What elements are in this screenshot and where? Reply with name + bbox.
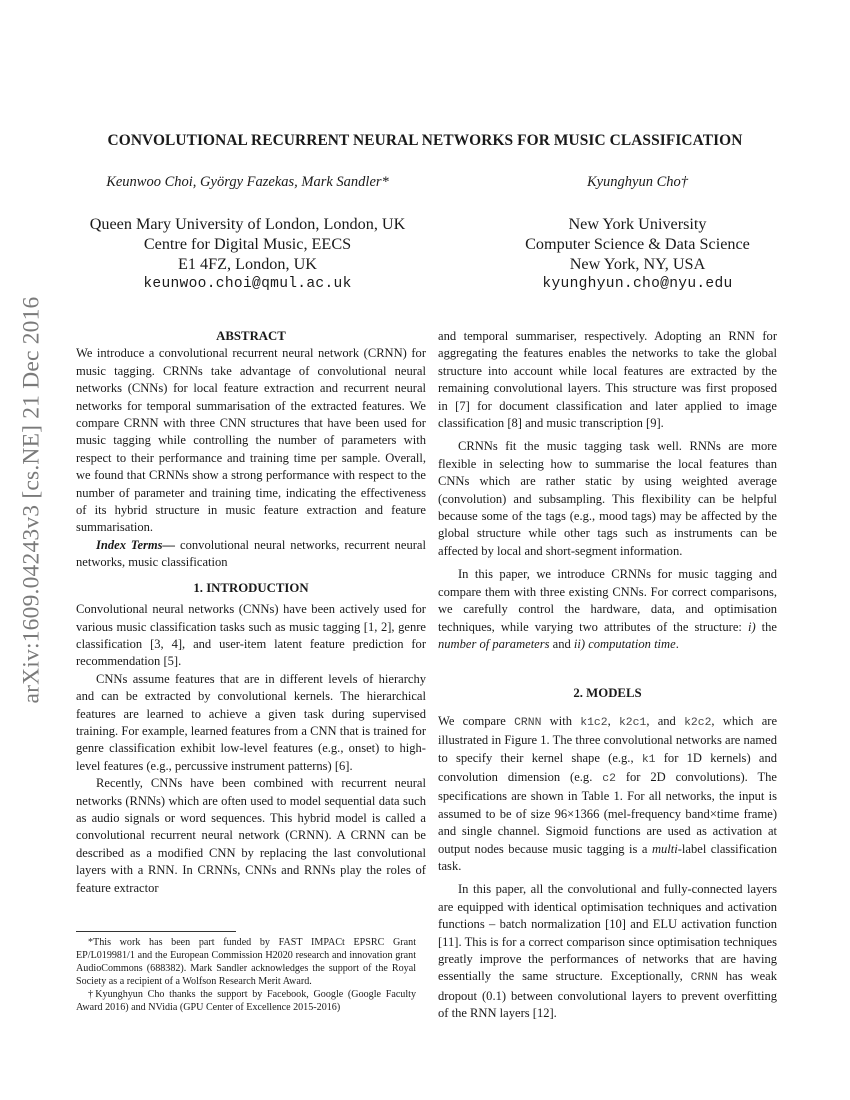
index-terms-label: Index Terms— <box>96 537 176 552</box>
email-right[interactable]: kyunghyun.cho@nyu.edu <box>542 276 733 292</box>
text-span: has weak dropout (0.1) between convolutional layers to prevent overfitting of the RNN layers [12]. <box>438 969 777 1021</box>
paper-title: CONVOLUTIONAL RECURRENT NEURAL NETWORKS FOR MUSIC CLASSIFICATION <box>107 132 743 149</box>
text-span: We compare <box>438 713 515 728</box>
code-span: c2 <box>602 772 616 785</box>
arxiv-identifier-text: arXiv:1609.04243v3 [cs.NE] 21 Dec 2016 <box>18 296 45 704</box>
models-paragraph-1 <box>438 713 777 876</box>
text-span: . <box>675 636 679 651</box>
text-span: multi <box>651 841 678 856</box>
text-span: , and <box>646 713 685 728</box>
footnote-rule <box>76 931 236 932</box>
text-span: i) <box>747 619 756 634</box>
text-span: , which are illustrated in Figure 1. The three convolutional networks are named to specify their kernel shape (e.g., <box>438 713 778 765</box>
left-column <box>76 328 426 897</box>
text-span: In this paper, we introduce CRNNs for music tagging and compare them with three existing CNNs. For correct comparisons, we carefully control the hardware, data, and optimisation techniques, while varying two attributes of the structure: <box>438 567 777 634</box>
code-span: k2c2 <box>684 716 712 729</box>
index-terms-text: convolutional neural networks, recurrent neural networks, music classification <box>76 537 426 570</box>
affiliation-line: New York University <box>568 215 707 233</box>
text-span: number of parameters <box>438 636 550 651</box>
text-span: In this paper, all the convolutional and fully-connected layers are equipped with identical optimisation techniques and activation functions – batch normalization [10] and ELU activation function [11]. This is for a correct comparison since optimisation techniques greatly improve the performances of networks that are having essentially the same structure. Exceptionally, <box>438 882 777 984</box>
code-span: k1c2 <box>580 716 608 729</box>
text-span: for 1D kernels) and convolution dimension (e.g. <box>438 750 777 784</box>
code-span: CRNN <box>690 972 718 985</box>
intro-paragraph-2: CNNs assume features that are in different levels of hierarchy and can be extracted by convolutional kernels. The hierarchical features are learned to achieve a given task during supervised training. For example, learned features from a CNN that is trained for genre classification exhibit low-level features (e.g., onset) to high-level features (e.g., percussive instrument patterns) [6]. <box>76 671 426 773</box>
abstract-text: We introduce a convolutional recurrent neural network (CRNN) for music tagging. CRNNs take advantage of convolutional neural networks (CNNs) for local feature extraction and recurrent neural networks for temporal summarisation of the extracted features. We compare CRNN with three CNN structures that have been used for music tagging while controlling the number of parameters with respect to their performance and training time per sample. Overall, we found that CRNNs show a strong performance with respect to the number of parameter and training time, indicating the effectiveness of its hybrid structure in music feature extraction and feature summarisation. <box>76 346 426 535</box>
footnotes <box>76 936 416 1015</box>
code-span: CRNN <box>514 716 542 729</box>
affiliation-right <box>440 214 835 294</box>
affiliation-line: Queen Mary University of London, London, UK <box>89 215 406 233</box>
arxiv-identifier <box>12 290 52 710</box>
affiliation-line: Centre for Digital Music, EECS <box>143 235 352 253</box>
affiliation-line: Computer Science & Data Science <box>525 235 750 253</box>
affiliation-left <box>70 214 425 294</box>
email-left[interactable]: keunwoo.choi@qmul.ac.uk <box>143 276 352 292</box>
intro-paragraph-4: CRNNs fit the music tagging task well. RNNs are more flexible in selecting how to summarise the local features than CNNs which are rather static by using weighted average (convolution) and subsampling. This flexibility can be helpful because some of the tags (e.g., mood tags) may be affected by the global structure while other tags such as instruments can be affected by local and short-segment information. <box>438 439 777 558</box>
abstract-heading: ABSTRACT <box>216 329 286 343</box>
right-column <box>438 328 777 1023</box>
footnote-funding: *This work has been part funded by FAST IMPACt EPSRC Grant EP/L019981/1 and the European Commission H2020 research and innovation grant AudioCommons (688382). Mark Sandler acknowledges the support of the Royal Society as a recipient of a Wolfson Research Merit Award. <box>76 937 416 988</box>
text-span: and <box>549 636 574 651</box>
introduction-heading: 1. INTRODUCTION <box>193 580 309 595</box>
code-span: k2c1 <box>618 716 647 729</box>
affiliation-line: E1 4FZ, London, UK <box>178 255 317 273</box>
index-terms <box>76 537 426 572</box>
text-span: with <box>541 713 581 728</box>
text-span: the <box>755 619 777 634</box>
text-span: for 2D convolutions). The specifications are shown in Table 1. For all networks, the input is assumed to be of size 96×1366 (mel-frequency band×time frame) and single channel. Sigmoid functions are used as activation at output nodes because music tagging is a <box>438 769 777 856</box>
intro-paragraph-5 <box>438 566 777 653</box>
intro-paragraph-1: Convolutional neural networks (CNNs) have been actively used for various music classification tasks such as music tagging [1, 2], genre classification [3, 4], and user-item latent feature prediction for recommendation [5]. <box>76 602 426 669</box>
code-span: k1 <box>641 753 656 766</box>
text-span: , <box>607 713 619 728</box>
affiliation-line: New York, NY, USA <box>569 255 706 273</box>
models-heading: 2. MODELS <box>573 686 642 701</box>
text-span: -label classification task. <box>438 841 777 873</box>
authors-left: Keunwoo Choi, György Fazekas, Mark Sandler* <box>106 174 389 190</box>
intro-paragraph-3-continued: and temporal summariser, respectively. Adopting an RNN for aggregating the features enables the networks to take the global structure into account while local features are extracted by the remaining convolutional layers. This structure was first proposed in [7] for document classification and later applied to image classification [8] and music transcription [9]. <box>438 329 777 431</box>
authors-right: Kyunghyun Cho† <box>586 174 689 190</box>
intro-paragraph-3: Recently, CNNs have been combined with recurrent neural networks (RNNs) which are often used to model sequential data such as audio signals or word sequences. This hybrid model is called a convolutional recurrent neural network (CRNN). A CRNN can be described as a modified CNN by replacing the last convolutional layers with a RNN. In CRNNs, CNNs and RNNs play the roles of feature extractor <box>76 776 426 895</box>
footnote-cho: †Kyunghyun Cho thanks the support by Facebook, Google (Google Faculty Award 2016) and NVidia (GPU Center of Excellence 2015-2016) <box>76 989 416 1014</box>
models-paragraph-2 <box>438 881 777 1022</box>
text-span: ii) computation time <box>573 636 676 651</box>
